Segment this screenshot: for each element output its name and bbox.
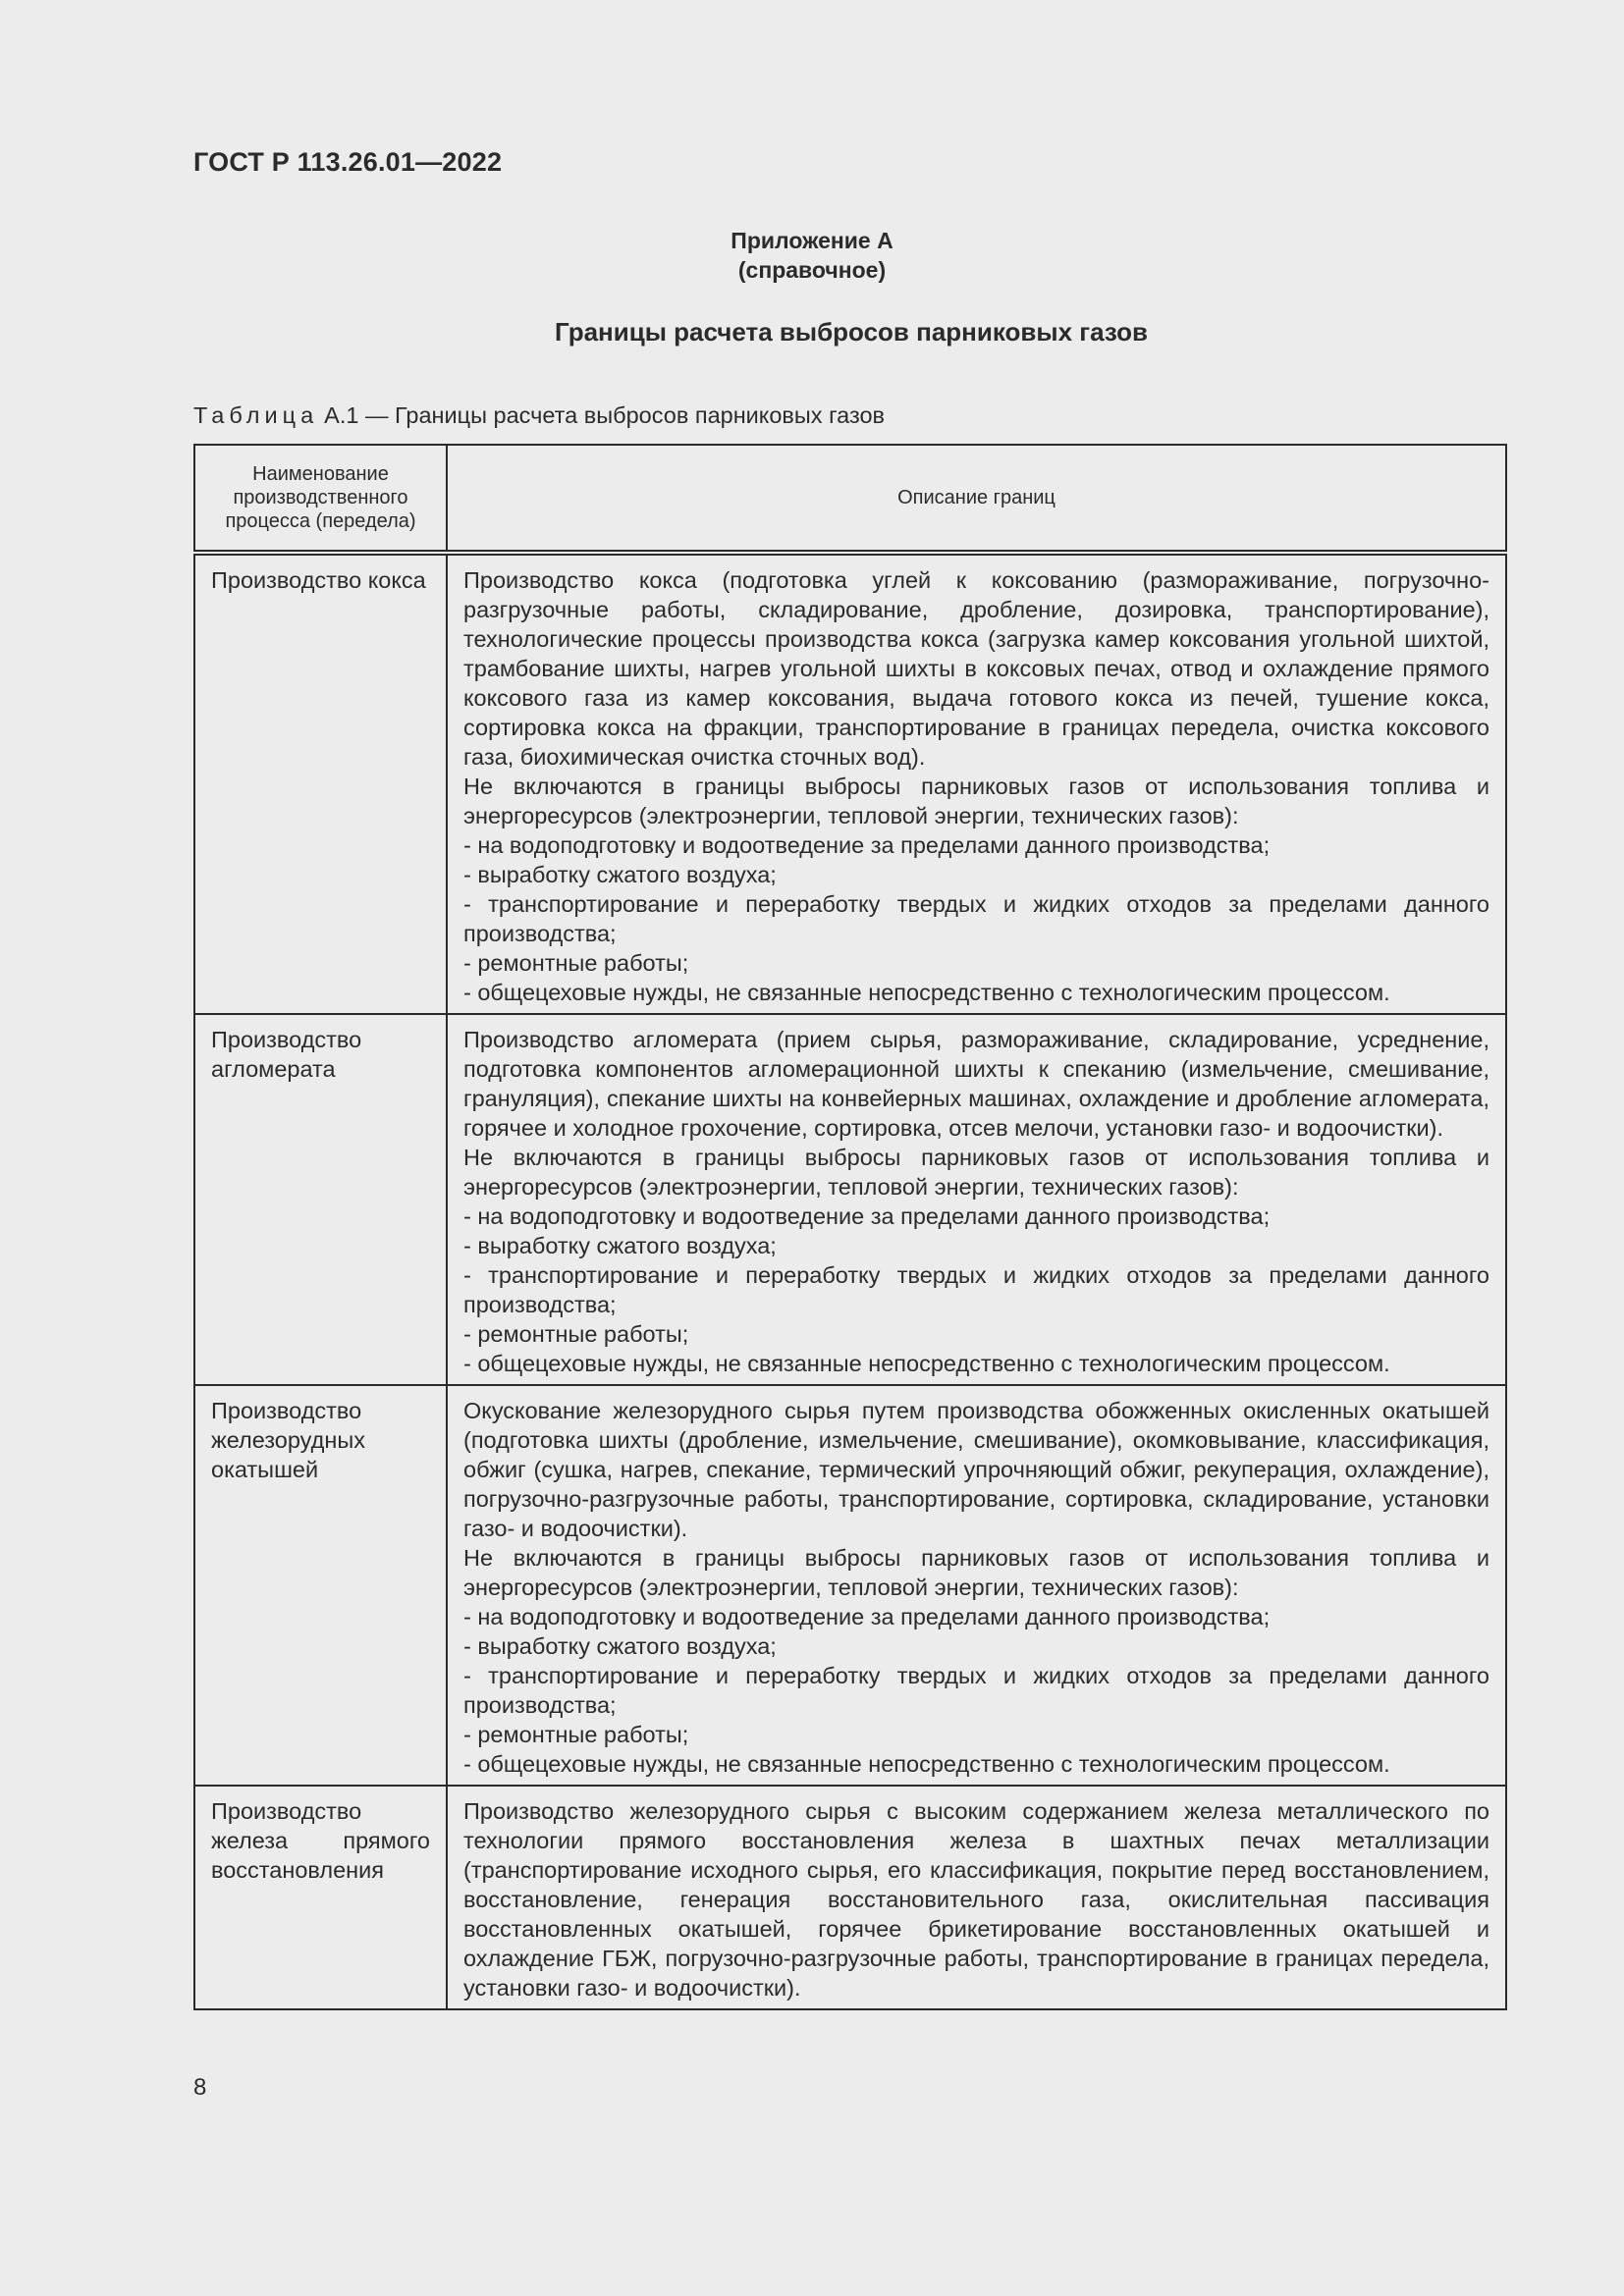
table-header-row xyxy=(194,445,1506,553)
appendix-heading xyxy=(0,226,1624,285)
boundary-description xyxy=(447,1014,1506,1385)
description-line: Производство железорудного сырья с высоким содержанием железа металлического по технологии прямого восстановления железа в шахтных печах металлизации (транспортирование исходного сырья, его классификация, покрытие перед восстановлением, восстановление, генерация восстановительного газа, окислительная пассивация восстановленных окатышей, горячее брикетирование восстановленных окатышей и охлаждение ГБЖ, погрузочно-разгрузочные работы, транспортирование в границах передела, установки газо- и водоочистки). xyxy=(463,1798,1489,2001)
page-number: 8 xyxy=(193,2074,207,2101)
document-header: ГОСТ Р 113.26.01—2022 xyxy=(193,147,503,177)
description-line: - выработку сжатого воздуха; xyxy=(463,1633,777,1659)
description-line: - транспортирование и переработку твердых и жидких отходов за пределами данного производства; xyxy=(463,1663,1489,1718)
table-caption xyxy=(193,402,885,429)
process-name: Производство железорудных окатышей xyxy=(194,1385,447,1786)
process-name: Производство кокса xyxy=(194,553,447,1014)
description-line: - на водоподготовку и водоотведение за пределами данного производства; xyxy=(463,1203,1271,1229)
description-line: - общецеховые нужды, не связанные непосредственно с технологическим процессом. xyxy=(463,1751,1390,1777)
table-row xyxy=(194,553,1506,1014)
boundaries-table xyxy=(193,444,1507,2010)
process-name: Производство железа прямого восстановления xyxy=(194,1786,447,2009)
description-line: - транспортирование и переработку твердых и жидких отходов за пределами данного производства; xyxy=(463,1262,1489,1317)
table-caption-text: А.1 — Границы расчета выбросов парниковых газов xyxy=(324,402,886,428)
process-name: Производство агломерата xyxy=(194,1014,447,1385)
table-row xyxy=(194,1786,1506,2009)
table-caption-label: Таблица xyxy=(193,402,319,428)
appendix-title: Границы расчета выбросов парниковых газов xyxy=(554,317,1149,347)
boundary-description xyxy=(447,1385,1506,1786)
description-line: - ремонтные работы; xyxy=(463,950,689,976)
header-description: Описание границ xyxy=(447,445,1506,553)
description-line: Не включаются в границы выбросы парниковых газов от использования топлива и энергоресурсов (электроэнергии, тепловой энергии, технических газов): xyxy=(463,1545,1489,1600)
header-process: Наименование производственного процесса (передела) xyxy=(194,445,447,553)
description-line: - ремонтные работы; xyxy=(463,1321,689,1347)
description-line: Не включаются в границы выбросы парниковых газов от использования топлива и энергоресурсов (электроэнергии, тепловой энергии, технических газов): xyxy=(463,774,1489,828)
description-line: - ремонтные работы; xyxy=(463,1722,689,1747)
table-row xyxy=(194,1014,1506,1385)
description-line: - общецеховые нужды, не связанные непосредственно с технологическим процессом. xyxy=(463,980,1390,1005)
appendix-kind: (справочное) xyxy=(737,257,887,283)
boundary-description xyxy=(447,553,1506,1014)
description-line: - на водоподготовку и водоотведение за пределами данного производства; xyxy=(463,1604,1271,1629)
appendix-label: Приложение А xyxy=(731,228,893,253)
description-line: - выработку сжатого воздуха; xyxy=(463,1233,777,1258)
table-row xyxy=(194,1385,1506,1786)
description-line: Не включаются в границы выбросы парниковых газов от использования топлива и энергоресурсов (электроэнергии, тепловой энергии, технических газов): xyxy=(463,1145,1489,1200)
description-line: Производство агломерата (прием сырья, размораживание, складирование, усреднение, подготовка компонентов агломерационной шихты к спеканию (измельчение, смешивание, грануляция), спекание шихты на конвейерных машинах, охлаждение и дробление агломерата, горячее и холодное грохочение, сортировка, отсев мелочи, установки газо- и водоочистки). xyxy=(463,1027,1489,1141)
description-line: Производство кокса (подготовка углей к коксованию (размораживание, погрузочно-разгрузочные работы, складирование, дробление, дозировка, транспортирование), технологические процессы производства кокса (загрузка камер коксования угольной шихтой, трамбование шихты, нагрев угольной шихты в коксовых печах, отвод и охлаждение прямого коксового газа из камер коксования, выдача готового кокса из печей, тушение кокса, сортировка кокса на фракции, транспортирование в границах передела, очистка коксового газа, биохимическая очистка сточных вод). xyxy=(463,567,1489,770)
description-line: - общецеховые нужды, не связанные непосредственно с технологическим процессом. xyxy=(463,1351,1390,1376)
description-line: - на водоподготовку и водоотведение за пределами данного производства; xyxy=(463,832,1271,858)
description-line: - транспортирование и переработку твердых и жидких отходов за пределами данного производства; xyxy=(463,891,1489,946)
description-line: - выработку сжатого воздуха; xyxy=(463,862,777,887)
boundary-description xyxy=(447,1786,1506,2009)
description-line: Окускование железорудного сырья путем производства обожженных окисленных окатышей (подготовка шихты (дробление, измельчение, смешивание), окомковывание, классификация, обжиг (сушка, нагрев, спекание, термический упрочняющий обжиг, рекуперация, охлаждение), погрузочно-разгрузочные работы, транспортирование, сортировка, складирование, установки газо- и водоочистки). xyxy=(463,1398,1489,1541)
